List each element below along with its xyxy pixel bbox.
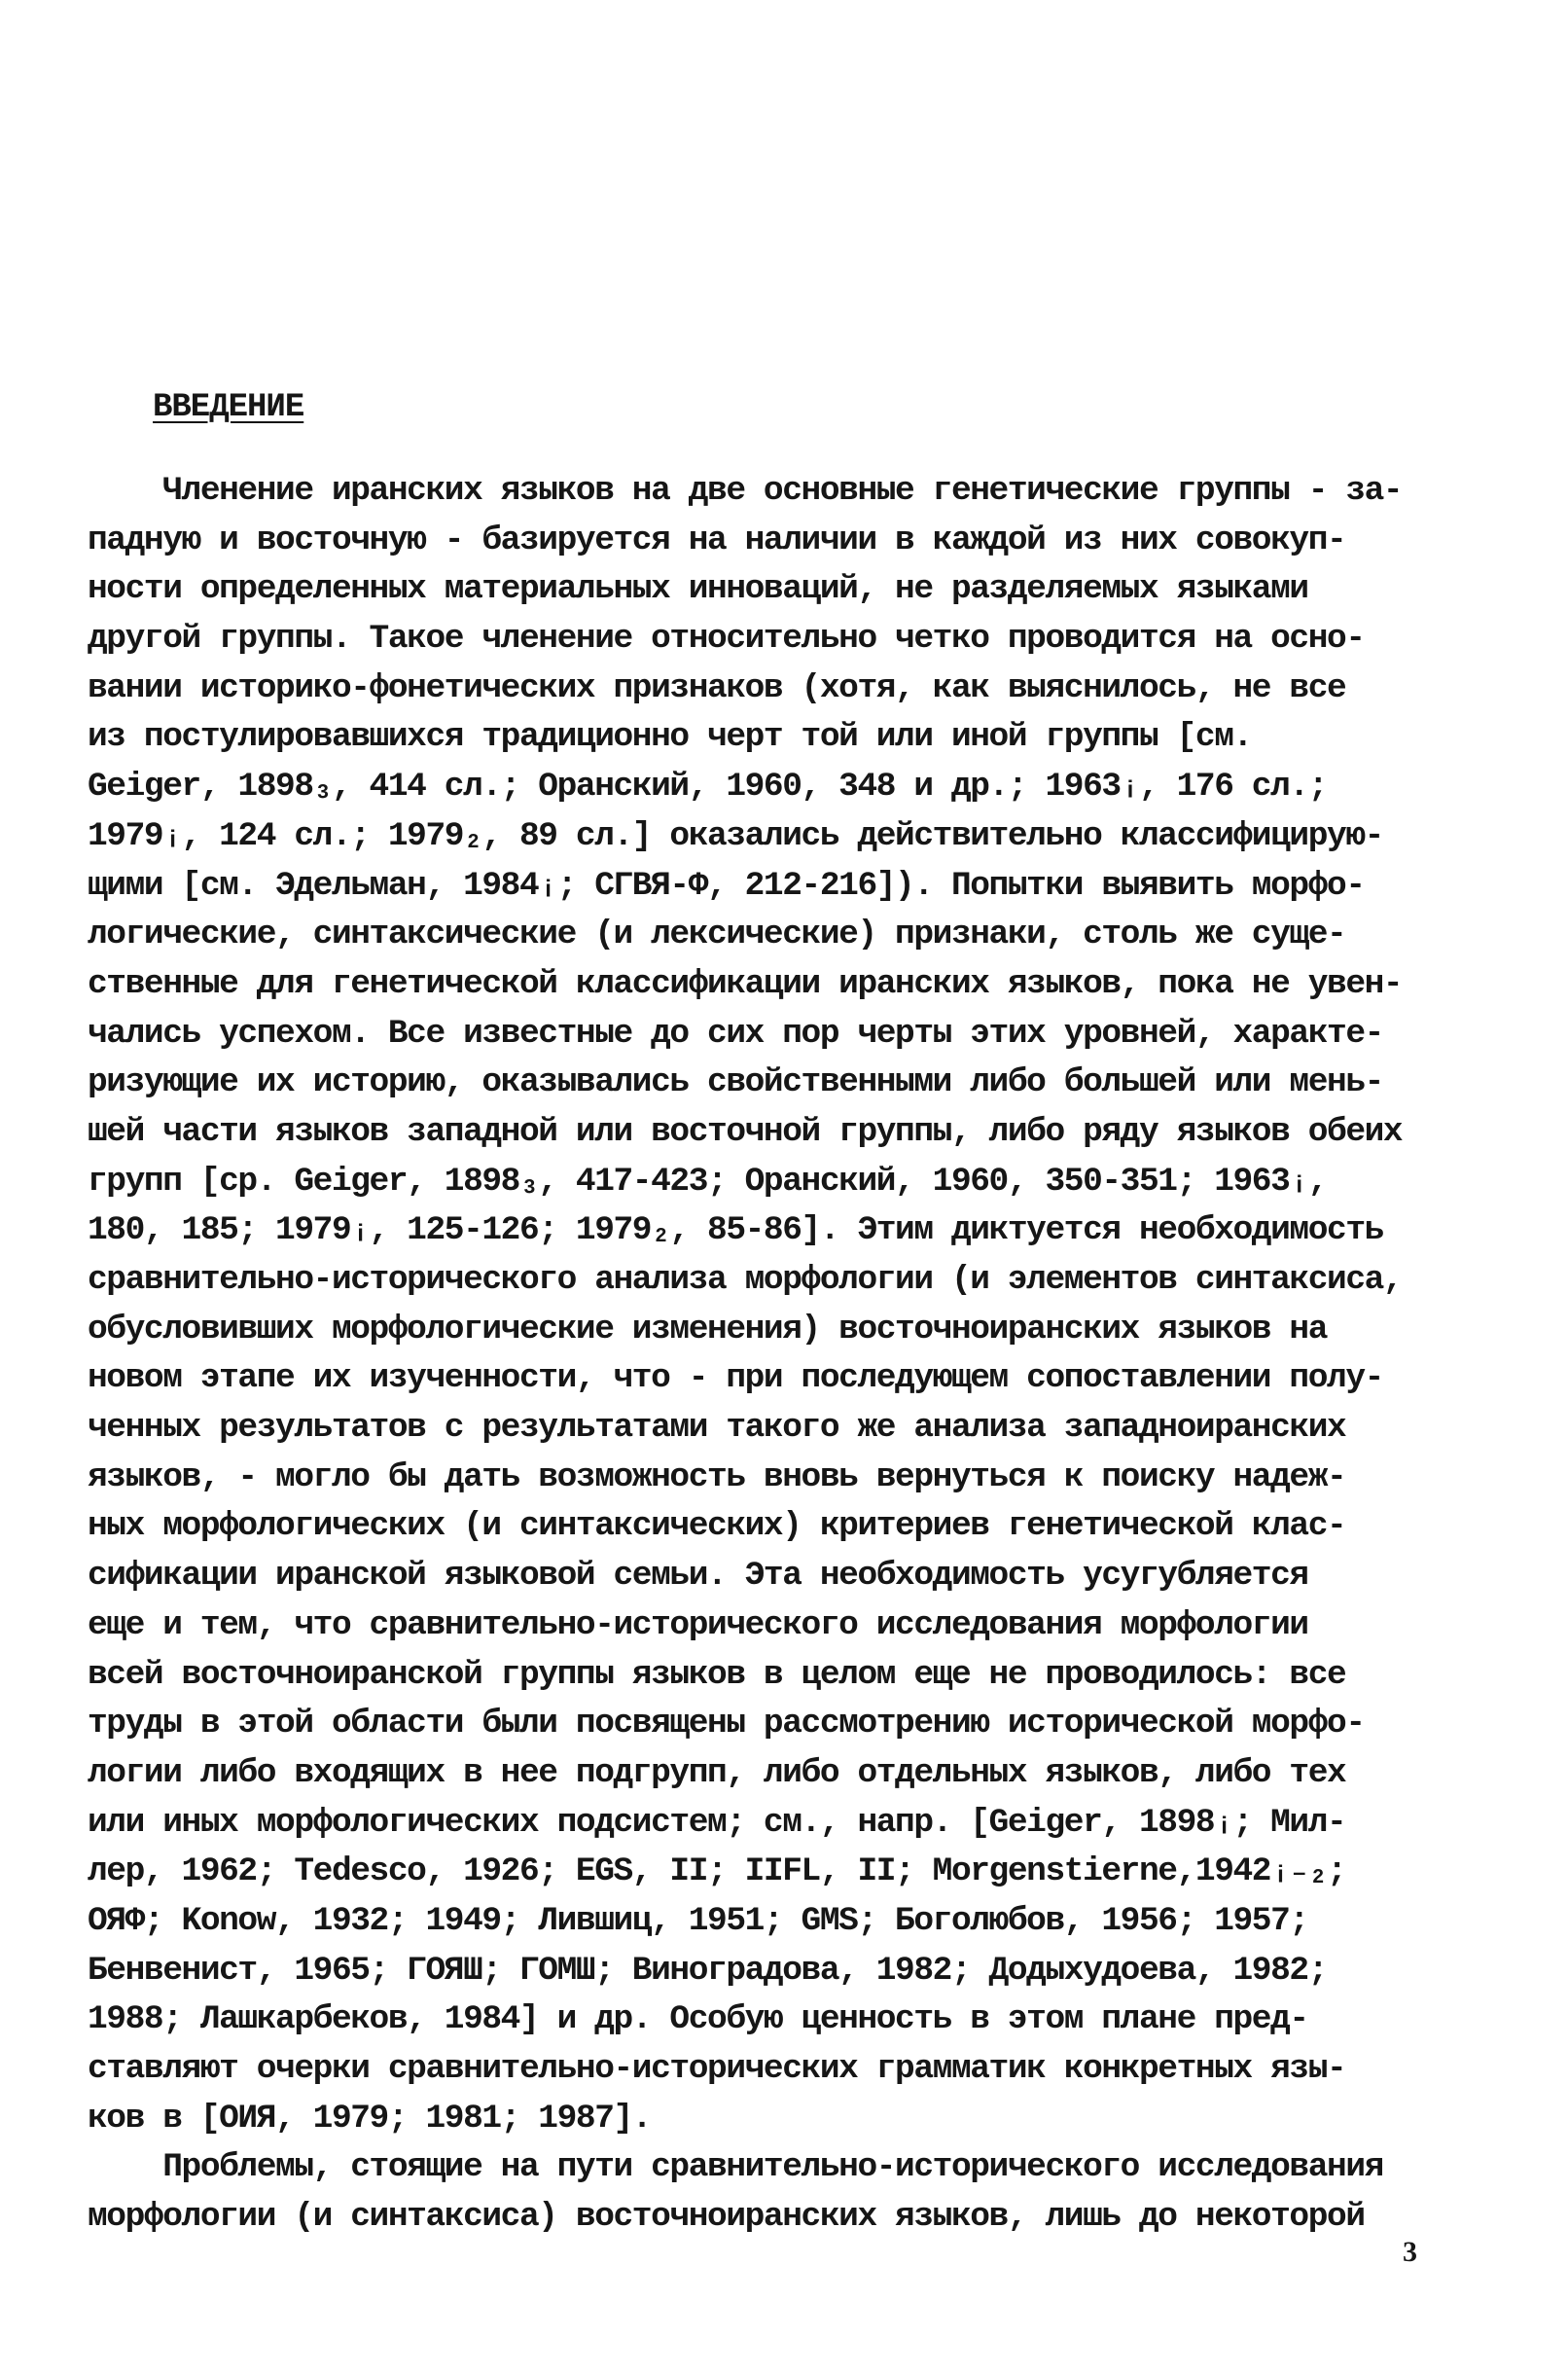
text-line: обусловивших морфологические изменения) восточноиранских языков на	[88, 1310, 1328, 1348]
text-line: сравнительно-исторического анализа морфологии (и элементов синтаксиса,	[88, 1261, 1403, 1299]
text-line: логии либо входящих в нее подгрупп, либо отдельных языков, либо тех	[88, 1753, 1346, 1792]
text-line: 1979ᵢ, 124 сл.; 1979₂, 89 сл.] оказались действительно классифицирую-	[88, 816, 1383, 855]
section-heading: ВВЕДЕНИЕ	[153, 389, 304, 426]
text-line: другой группы. Такое членение относительно четко проводится на осно-	[88, 620, 1365, 659]
text-line: лер, 1962; Tedesco, 1926; EGS, II; IIFL, II; Morgenstierne,1942ᵢ₋₂;	[88, 1852, 1346, 1891]
text-line: логические, синтаксические (и лексические) признаки, столь же суще-	[88, 916, 1346, 954]
text-line: ности определенных материальных инноваций, не разделяемых языками	[88, 570, 1308, 609]
text-line: 1988; Лашкарбеков, 1984] и др. Особую ценность в этом плане пред-	[88, 2000, 1308, 2039]
text-line: чались успехом. Все известные до сих пор черты этих уровней, характе-	[88, 1014, 1383, 1053]
text-line: щими [см. Эдельман, 1984ᵢ; СГВЯ-Ф, 212-216]). Попытки выявить морфо-	[88, 866, 1365, 905]
text-line: языков, - могло бы дать возможность вновь вернуться к поиску надеж-	[88, 1457, 1346, 1496]
text-line: ных морфологических (и синтаксических) критериев генетической клас-	[88, 1507, 1346, 1546]
text-line: из постулировавшихся традиционно черт той или иной группы [см.	[88, 718, 1252, 757]
text-line: труды в этой области были посвящены рассмотрению исторической морфо-	[88, 1705, 1365, 1743]
text-line: шей части языков западной или восточной группы, либо ряду языков обеих	[88, 1112, 1403, 1151]
text-line: падную и восточную - базируется на наличии в каждой из них совокуп-	[88, 521, 1346, 559]
text-line: новом этапе их изученности, что - при последующем сопоставлении полу-	[88, 1359, 1383, 1398]
text-line: вании историко-фонетических признаков (хотя, как выяснилось, не все	[88, 668, 1346, 707]
text-line: еще и тем, что сравнительно-исторического исследования морфологии	[88, 1605, 1308, 1644]
text-line: всей восточноиранской группы языков в целом еще не проводилось: все	[88, 1655, 1346, 1694]
text-line: Бенвенист, 1965; ГОЯШ; ГОМШ; Виноградова, 1982; Додыхудоева, 1982;	[88, 1951, 1328, 1990]
text-line: Членение иранских языков на две основные генетические группы - за-	[88, 472, 1403, 510]
text-line: ченных результатов с результатами такого же анализа западноиранских	[88, 1409, 1346, 1448]
text-line: Проблемы, стоящие на пути сравнительно-исторического исследования	[88, 2148, 1383, 2187]
text-line: ризующие их историю, оказывались свойственными либо большей или мень-	[88, 1063, 1383, 1102]
text-line: ственные для генетической классификации иранских языков, пока не увен-	[88, 964, 1403, 1003]
text-line: ставляют очерки сравнительно-исторических грамматик конкретных язы-	[88, 2050, 1346, 2088]
page-number: 3	[1403, 2236, 1417, 2268]
text-line: групп [ср. Geiger, 1898₃, 417-423; Оранский, 1960, 350-351; 1963ᵢ,	[88, 1162, 1328, 1201]
text-line: ОЯФ; Konow, 1932; 1949; Лившиц, 1951; GMS; Боголюбов, 1956; 1957;	[88, 1901, 1308, 1940]
text-line: сификации иранской языковой семьи. Эта необходимость усугубляется	[88, 1557, 1308, 1596]
text-line: 180, 185; 1979ᵢ, 125-126; 1979₂, 85-86]. Этим диктуется необходимость	[88, 1211, 1383, 1250]
text-line: морфологии (и синтаксиса) восточноиранских языков, лишь до некоторой	[88, 2198, 1365, 2237]
text-line: ков в [ОИЯ, 1979; 1981; 1987].	[88, 2099, 652, 2138]
body-text	[88, 467, 1488, 2243]
text-line: или иных морфологических подсистем; см., напр. [Geiger, 1898ᵢ; Мил-	[88, 1803, 1346, 1842]
text-line: Geiger, 1898₃, 414 сл.; Оранский, 1960, 348 и др.; 1963ᵢ, 176 сл.;	[88, 768, 1328, 807]
